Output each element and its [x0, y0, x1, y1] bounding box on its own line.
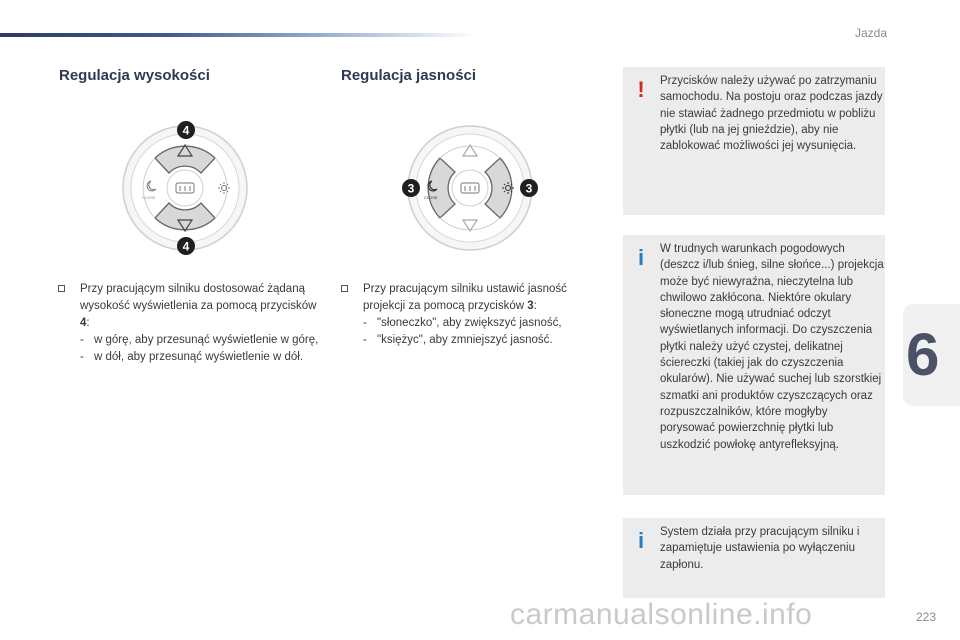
- list-item: - "księżyc", aby zmniejszyć jasność.: [363, 334, 553, 346]
- info-icon: i: [637, 528, 645, 553]
- svg-text:CLOSE: CLOSE: [424, 195, 438, 200]
- bullet-icon: [341, 285, 348, 292]
- brightness-section-title: Regulacja jasności: [341, 67, 477, 84]
- list-item: - w dół, aby przesunąć wyświetlenie w dół.: [80, 351, 304, 363]
- bullet-icon: [58, 285, 65, 292]
- list-item: - w górę, aby przesunąć wyświetlenie w górę,: [80, 334, 319, 346]
- svg-text:3: 3: [525, 181, 533, 196]
- svg-text:3: 3: [407, 181, 415, 196]
- page-number: 223: [915, 610, 936, 624]
- warning-icon: !: [637, 77, 645, 102]
- info-text-weather: W trudnych warunkach pogodowych (deszcz i/lub śnieg, silne słońce...) projekcja może być niewyraźna, nieczytelna lub chwilowo zakłócona. Niektóre okulary słoneczne mogą utrudniać odczyt wyświetlanych informacji. Do czyszczenia płytki należy użyć czystej, delikatnej ściereczki (takiej jak do czyszczenia okularów). Nie używać suchej lub szorstkiej szmatki ani produktów czyszczących oraz rozpuszczalników, które mogłyby porysować powierzchnię płytki lub uszkodzić powłokę antyrefleksyjną.: [660, 243, 884, 451]
- list-item: - "słoneczko", aby zwiększyć jasność,: [363, 317, 562, 329]
- chapter-title: Jazda: [854, 26, 887, 40]
- brightness-control-diagram: [400, 118, 540, 258]
- height-section-title: Regulacja wysokości: [59, 67, 210, 84]
- svg-text:4: 4: [182, 123, 190, 138]
- info-icon: i: [637, 245, 645, 270]
- info-box-memory: [623, 518, 885, 598]
- chapter-number: 6: [906, 321, 940, 388]
- height-instructions: Przy pracującym silniku dostosować żądaną wysokość wyświetlenia za pomocą przycisków 4: - w górę, aby przesunąć wyświetlenie w górę, - w dół, aby przesunąć wyświetlenie w dół.: [58, 281, 323, 366]
- brightness-instructions: Przy pracującym silniku ustawić jasność projekcji za pomocą przycisków 3: - "słoneczko", aby zwiększyć jasność, - "księżyc", aby zmniejszyć jasność.: [341, 281, 599, 349]
- info-box-weather: [623, 235, 885, 495]
- warning-text: Przycisków należy używać po zatrzymaniu samochodu. Na postoju oraz podczas jazdy nie stawiać żadnego przedmiotu w pobliżu płytki (lub na jej gnieździe), aby nie zablokować możliwości jej wysunięcia.: [660, 75, 883, 153]
- svg-text:CLOSE: CLOSE: [142, 195, 156, 200]
- height-control-diagram: [115, 118, 255, 258]
- svg-text:4: 4: [182, 239, 190, 254]
- info-text-memory: System działa przy pracującym silniku i zapamiętuje ustawienia po wyłączeniu zapłonu.: [660, 526, 860, 571]
- header-bar: [0, 33, 476, 37]
- warning-box: [623, 67, 885, 215]
- watermark: carmanualsonline.info: [510, 598, 813, 631]
